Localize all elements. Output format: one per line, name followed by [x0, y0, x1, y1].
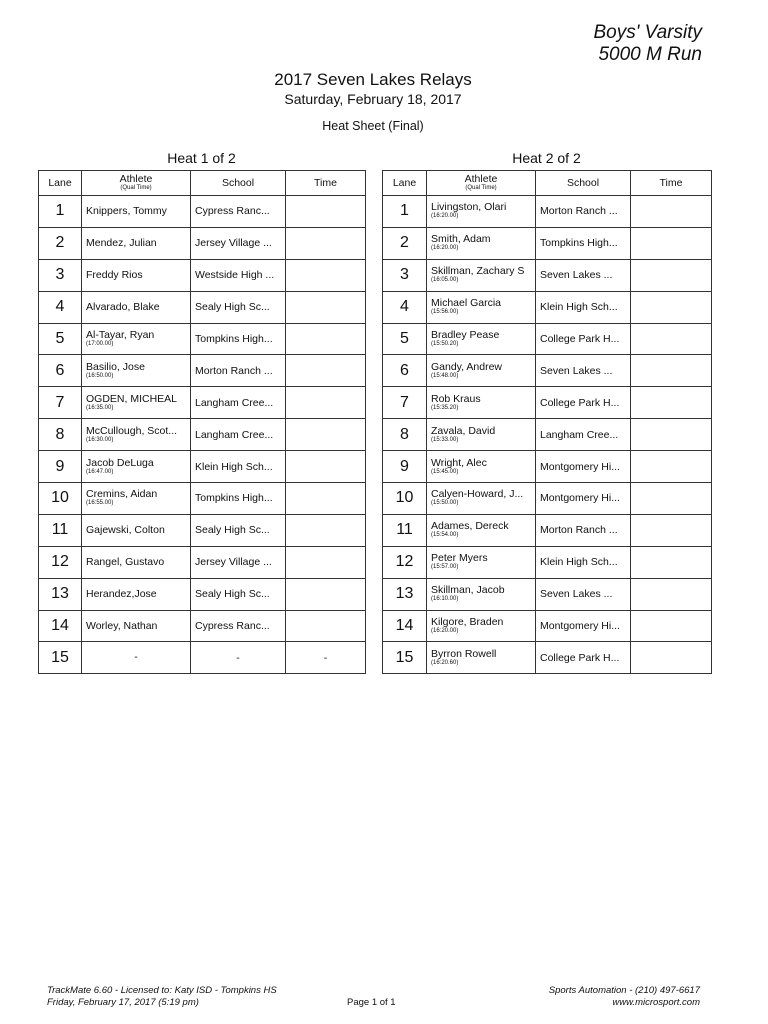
athlete-cell: [82, 451, 191, 483]
school-name: Seven Lakes ...: [536, 355, 631, 387]
school-name: Cypress Ranc...: [191, 610, 286, 642]
athlete-name: Worley, Nathan: [86, 619, 158, 632]
athlete-cell: [427, 578, 536, 610]
qual-time: (16:30.00): [86, 436, 114, 443]
lane-number: 6: [383, 355, 427, 387]
time-cell: [631, 196, 712, 228]
meet-title: 2017 Seven Lakes Relays: [274, 70, 472, 89]
athlete-name: Basilio, Jose: [86, 360, 145, 373]
time-cell: [286, 196, 366, 228]
time-header: Time: [286, 171, 366, 196]
athlete-cell: [82, 323, 191, 355]
time-cell: [631, 227, 712, 259]
athlete-name: Adames, Dereck: [431, 520, 509, 533]
qual-time: (15:54.00): [431, 532, 459, 539]
athlete-name: Gajewski, Colton: [86, 523, 165, 536]
time-header: Time: [631, 171, 712, 196]
lane-number: 14: [383, 610, 427, 642]
footer-vendor-url: www.microsport.com: [612, 997, 700, 1008]
footer-printed-date: Friday, February 17, 2017 (5:19 pm): [47, 997, 199, 1008]
qual-time: (15:57.00): [431, 564, 459, 571]
lane-number: 9: [383, 451, 427, 483]
header-row: [383, 171, 712, 196]
meet-date: Saturday, February 18, 2017: [284, 91, 462, 107]
table-row: [39, 355, 366, 387]
table-row: [383, 610, 712, 642]
table-row: [383, 387, 712, 419]
qual-time-header-label: (Qual Time): [120, 185, 152, 191]
school-name: Montgomery Hi...: [536, 610, 631, 642]
lane-number: 2: [383, 227, 427, 259]
athlete-cell: [82, 546, 191, 578]
athlete-name: Cremins, Aidan: [86, 488, 158, 501]
athlete-name: Herandez,Jose: [86, 587, 157, 600]
school-name: Jersey Village ...: [191, 227, 286, 259]
athlete-cell: [82, 355, 191, 387]
time-cell: [631, 355, 712, 387]
footer-page-number: Page 1 of 1: [347, 997, 396, 1008]
school-name: Langham Cree...: [191, 387, 286, 419]
lane-number: 9: [39, 451, 82, 483]
qual-time: (16:20.00): [431, 213, 459, 220]
athlete-cell: [427, 451, 536, 483]
qual-time: (15:50.20): [431, 341, 459, 347]
qual-time: (15:33.00): [431, 436, 459, 443]
school-name: Tompkins High...: [191, 323, 286, 355]
lane-number: 15: [39, 642, 82, 674]
athlete-header: [82, 171, 191, 196]
time-cell: [631, 514, 712, 546]
lane-header: Lane: [39, 171, 82, 196]
table-row: [39, 451, 366, 483]
lane-number: 10: [39, 483, 82, 515]
table-row: [383, 196, 712, 228]
school-name: College Park H...: [536, 642, 631, 674]
athlete-name: Michael Garcia: [431, 297, 502, 310]
athlete-name: Kilgore, Braden: [431, 616, 504, 629]
lane-number: 4: [39, 291, 82, 323]
table-row: [39, 514, 366, 546]
table-row: [39, 483, 366, 515]
footer-vendor: [549, 985, 700, 1009]
school-name: Montgomery Hi...: [536, 483, 631, 515]
time-cell: [631, 259, 712, 291]
athlete-name: Knippers, Tommy: [86, 204, 167, 217]
athlete-name: Zavala, David: [431, 424, 496, 437]
lane-number: 7: [39, 387, 82, 419]
qual-time: (17:00.00): [86, 341, 114, 347]
table-row: [383, 291, 712, 323]
athlete-cell: [427, 196, 536, 228]
athlete-cell: [427, 642, 536, 674]
athlete-name: Skillman, Jacob: [431, 584, 505, 597]
school-name: Tompkins High...: [191, 483, 286, 515]
qual-time: (16:10.00): [431, 596, 459, 603]
athlete-cell: [427, 323, 536, 355]
school-name: Klein High Sch...: [536, 546, 631, 578]
athlete-name: OGDEN, MICHEAL: [86, 392, 178, 405]
athlete-name: Mendez, Julian: [86, 236, 157, 249]
heat-1-table: [38, 170, 366, 674]
athlete-cell: [427, 227, 536, 259]
qual-time: (15:56.00): [431, 309, 459, 316]
table-row: [39, 610, 366, 642]
school-name: Sealy High Sc...: [191, 291, 286, 323]
school-name: Sealy High Sc...: [191, 514, 286, 546]
lane-number: 8: [39, 419, 82, 451]
qual-time: (15:48.00): [431, 372, 459, 379]
school-name: Seven Lakes ...: [536, 259, 631, 291]
school-name: Montgomery Hi...: [536, 451, 631, 483]
table-row: [39, 546, 366, 578]
lane-number: 11: [39, 514, 82, 546]
lane-number: 2: [39, 227, 82, 259]
lane-header: Lane: [383, 171, 427, 196]
table-row: [39, 323, 366, 355]
qual-time: (16:55.00): [86, 500, 114, 507]
lane-number: 14: [39, 610, 82, 642]
lane-number: 13: [39, 578, 82, 610]
heat-2-table: [382, 170, 712, 674]
lane-number: 6: [39, 355, 82, 387]
athlete-cell: [82, 483, 191, 515]
table-row: [383, 259, 712, 291]
athlete-header: [427, 171, 536, 196]
athlete-cell: [427, 291, 536, 323]
lane-number: 7: [383, 387, 427, 419]
qual-time-header-label: (Qual Time): [465, 185, 497, 191]
time-cell: [631, 483, 712, 515]
school-name: Langham Cree...: [191, 419, 286, 451]
athlete-cell: [82, 610, 191, 642]
table-row: [383, 451, 712, 483]
footer-vendor-phone: Sports Automation - (210) 497-6617: [548, 985, 700, 996]
table-row: [39, 259, 366, 291]
athlete-cell: [82, 419, 191, 451]
time-cell: [286, 451, 366, 483]
athlete-cell: [82, 642, 191, 674]
lane-number: 15: [383, 642, 427, 674]
qual-time: (15:35.20): [431, 404, 459, 411]
school-name: Tompkins High...: [536, 227, 631, 259]
athlete-cell: [427, 483, 536, 515]
school-header: School: [536, 171, 631, 196]
table-row: [383, 642, 712, 674]
athlete-cell: [427, 259, 536, 291]
table-row: [383, 514, 712, 546]
lane-number: 12: [383, 546, 427, 578]
qual-time: (15:50.00): [431, 500, 459, 507]
athlete-cell: [82, 387, 191, 419]
footer-software: TrackMate 6.60 - Licensed to: Katy ISD - Tompkins HS: [47, 985, 277, 996]
athlete-cell: [427, 546, 536, 578]
lane-number: 5: [383, 323, 427, 355]
footer-license: [47, 985, 277, 1009]
qual-time: (16:47.00): [86, 468, 114, 475]
athlete-cell: [427, 355, 536, 387]
table-row: [39, 291, 366, 323]
school-name: Jersey Village ...: [191, 546, 286, 578]
table-row: [39, 227, 366, 259]
athlete-name: Livingston, Olari: [431, 201, 507, 214]
athlete-name: Byrron Rowell: [431, 647, 497, 660]
time-cell: [631, 387, 712, 419]
time-cell: [631, 323, 712, 355]
athlete-name: Rob Kraus: [431, 392, 481, 405]
event-title: [593, 22, 702, 66]
lane-number: 10: [383, 483, 427, 515]
athlete-name: McCullough, Scot...: [86, 424, 178, 437]
qual-time: (16:20.00): [431, 628, 459, 635]
athlete-name: Freddy Rios: [86, 268, 143, 281]
athlete-name: Calyen-Howard, J...: [431, 488, 524, 501]
school-name: Morton Ranch ...: [191, 355, 286, 387]
athlete-name: Peter Myers: [431, 552, 488, 565]
table-row: [39, 578, 366, 610]
athlete-cell: [427, 514, 536, 546]
lane-number: 1: [39, 196, 82, 228]
athlete-cell: [427, 419, 536, 451]
athlete-cell: [82, 259, 191, 291]
school-name: Seven Lakes ...: [536, 578, 631, 610]
time-cell: [286, 323, 366, 355]
athlete-name: Al-Tayar, Ryan: [86, 329, 155, 341]
header-row: [39, 171, 366, 196]
table-row: [39, 642, 366, 674]
event-name: 5000 M Run: [598, 44, 702, 65]
school-name: Morton Ranch ...: [536, 514, 631, 546]
athlete-name: Alvarado, Blake: [86, 300, 160, 313]
athlete-cell: [82, 196, 191, 228]
time-cell: [631, 642, 712, 674]
school-name: Langham Cree...: [536, 419, 631, 451]
time-cell: [286, 227, 366, 259]
athlete-name: Smith, Adam: [431, 233, 491, 246]
athlete-cell: [427, 387, 536, 419]
time-cell: [631, 419, 712, 451]
athlete-name: Bradley Pease: [431, 329, 500, 341]
school-name: College Park H...: [536, 323, 631, 355]
lane-number: 12: [39, 546, 82, 578]
time-cell: [631, 546, 712, 578]
table-row: [383, 323, 712, 355]
table-row: [39, 387, 366, 419]
school-name: College Park H...: [536, 387, 631, 419]
lane-number: 13: [383, 578, 427, 610]
athlete-name: Wright, Alec: [431, 456, 487, 469]
athlete-header-label: Athlete: [119, 173, 153, 185]
time-cell: [286, 610, 366, 642]
table-row: [383, 419, 712, 451]
qual-time: (15:45.00): [431, 468, 459, 475]
school-name: Klein High Sch...: [536, 291, 631, 323]
event-division: Boys' Varsity: [593, 22, 702, 43]
athlete-cell: [82, 514, 191, 546]
time-cell: [286, 291, 366, 323]
athlete-name: Skillman, Zachary S: [431, 265, 525, 278]
time-cell: [286, 514, 366, 546]
heat-2-label: Heat 2 of 2: [512, 150, 581, 166]
lane-number: 3: [39, 259, 82, 291]
time-cell: [286, 259, 366, 291]
school-header: School: [191, 171, 286, 196]
time-cell: [631, 291, 712, 323]
athlete-cell: [82, 578, 191, 610]
table-row: [39, 196, 366, 228]
athlete-header-label: Athlete: [464, 173, 498, 185]
school-name: -: [191, 642, 286, 674]
lane-number: 1: [383, 196, 427, 228]
time-cell: [286, 387, 366, 419]
athlete-name: Rangel, Gustavo: [86, 555, 165, 568]
school-name: Westside High ...: [191, 259, 286, 291]
lane-number: 5: [39, 323, 82, 355]
athlete-name: Jacob DeLuga: [86, 456, 154, 469]
qual-time: (16:20.00): [431, 245, 459, 252]
table-row: [39, 419, 366, 451]
time-cell: [631, 610, 712, 642]
qual-time: (16:35.00): [86, 404, 114, 411]
heat-1-label: Heat 1 of 2: [167, 150, 236, 166]
athlete-cell: [82, 291, 191, 323]
time-cell: [286, 355, 366, 387]
table-row: [383, 578, 712, 610]
time-cell: [286, 419, 366, 451]
lane-number: 11: [383, 514, 427, 546]
lane-number: 4: [383, 291, 427, 323]
time-cell: -: [286, 642, 366, 674]
table-row: [383, 546, 712, 578]
qual-time: (16:50.00): [86, 372, 114, 379]
athlete-cell: [82, 227, 191, 259]
time-cell: [286, 578, 366, 610]
athlete-cell: [427, 610, 536, 642]
school-name: Sealy High Sc...: [191, 578, 286, 610]
school-name: Cypress Ranc...: [191, 196, 286, 228]
athlete-name: -: [134, 651, 138, 664]
lane-number: 3: [383, 259, 427, 291]
table-row: [383, 483, 712, 515]
table-row: [383, 355, 712, 387]
table-row: [383, 227, 712, 259]
athlete-name: Gandy, Andrew: [431, 360, 503, 373]
time-cell: [286, 483, 366, 515]
time-cell: [631, 578, 712, 610]
school-name: Morton Ranch ...: [536, 196, 631, 228]
time-cell: [631, 451, 712, 483]
sheet-type: Heat Sheet (Final): [322, 119, 424, 133]
lane-number: 8: [383, 419, 427, 451]
time-cell: [286, 546, 366, 578]
school-name: Klein High Sch...: [191, 451, 286, 483]
qual-time: (16:20.60): [431, 659, 459, 666]
qual-time: (16:05.00): [431, 277, 459, 284]
